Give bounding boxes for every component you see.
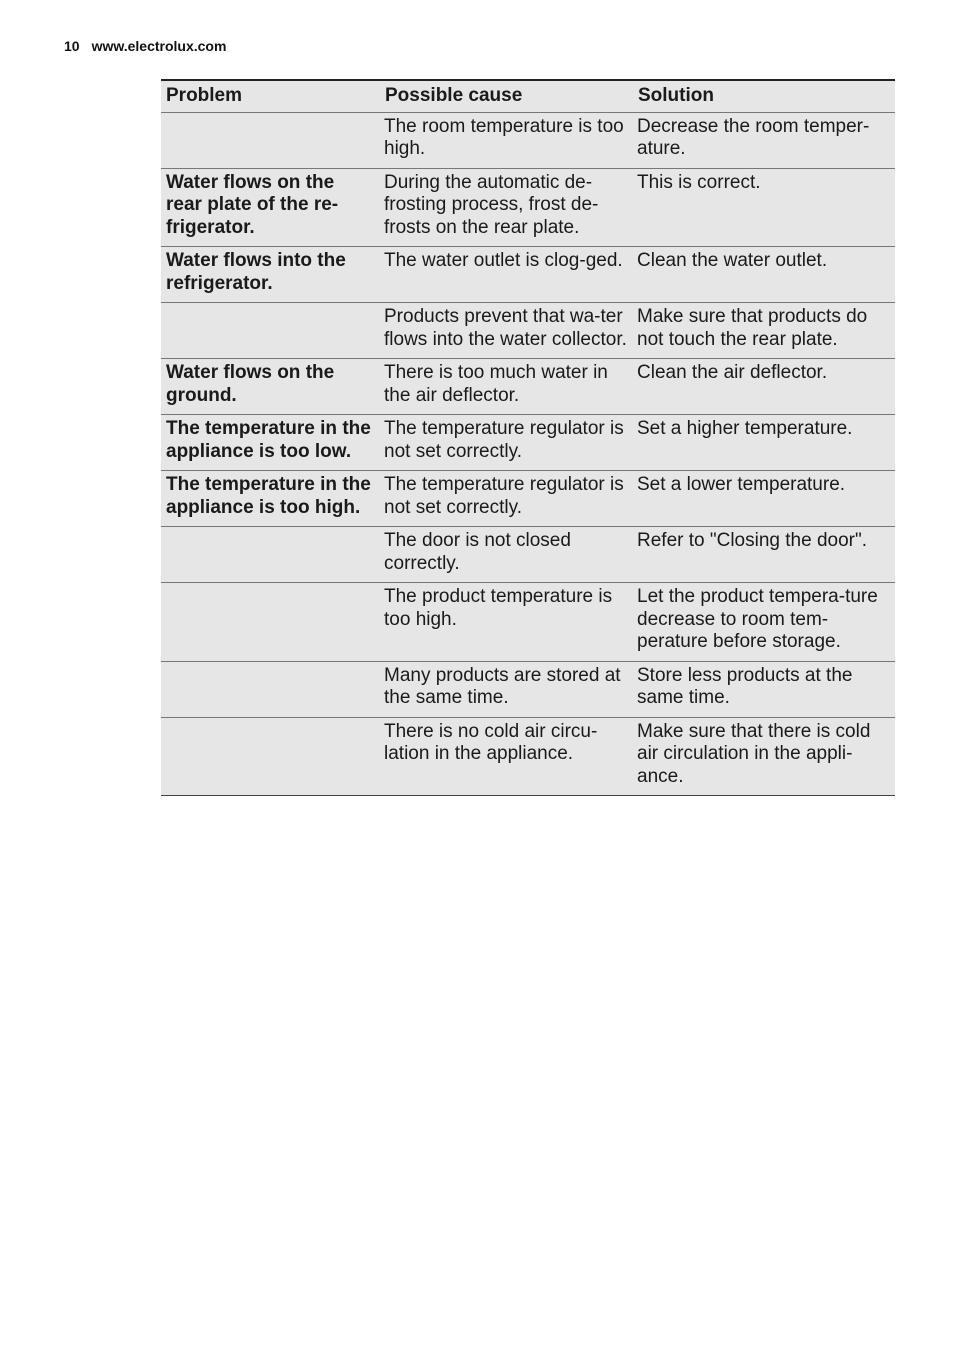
problem-cell: Water flows on the rear plate of the re-frigerator.	[161, 168, 380, 247]
column-header-solution: Solution	[633, 80, 895, 112]
table-row	[161, 583, 895, 662]
table-body	[161, 112, 895, 796]
column-header-cause: Possible cause	[380, 80, 633, 112]
cause-cell: The room temperature is too high.	[380, 112, 633, 168]
solution-cell: This is correct.	[633, 168, 895, 247]
table-row	[161, 168, 895, 247]
problem-cell: The temperature in the appliance is too low.	[161, 415, 380, 471]
problem-cell	[161, 527, 380, 583]
cause-cell: The water outlet is clog-ged.	[380, 247, 633, 303]
cause-cell: The door is not closed correctly.	[380, 527, 633, 583]
problem-cell	[161, 303, 380, 359]
table-row	[161, 415, 895, 471]
problem-cell: The temperature in the appliance is too high.	[161, 471, 380, 527]
page-header	[64, 38, 226, 54]
solution-cell: Set a lower temperature.	[633, 471, 895, 527]
table-header	[161, 80, 895, 112]
cause-cell: Many products are stored at the same time.	[380, 661, 633, 717]
problem-cell	[161, 583, 380, 662]
cause-cell: There is too much water in the air deflector.	[380, 359, 633, 415]
table-row	[161, 661, 895, 717]
table-row	[161, 471, 895, 527]
cause-cell: During the automatic de-frosting process, frost de-frosts on the rear plate.	[380, 168, 633, 247]
solution-cell: Clean the water outlet.	[633, 247, 895, 303]
problem-cell: Water flows into the refrigerator.	[161, 247, 380, 303]
solution-cell: Make sure that products do not touch the rear plate.	[633, 303, 895, 359]
column-header-problem: Problem	[161, 80, 380, 112]
cause-cell: The product temperature is too high.	[380, 583, 633, 662]
cause-cell: The temperature regulator is not set correctly.	[380, 471, 633, 527]
cause-cell: There is no cold air circu-lation in the appliance.	[380, 717, 633, 796]
page-number: 10	[64, 38, 80, 54]
cause-cell: The temperature regulator is not set correctly.	[380, 415, 633, 471]
header-row	[161, 80, 895, 112]
solution-cell: Store less products at the same time.	[633, 661, 895, 717]
solution-cell: Refer to "Closing the door".	[633, 527, 895, 583]
cause-cell: Products prevent that wa-ter flows into the water collector.	[380, 303, 633, 359]
table-row	[161, 112, 895, 168]
solution-cell: Clean the air deflector.	[633, 359, 895, 415]
table-row	[161, 527, 895, 583]
problem-cell: Water flows on the ground.	[161, 359, 380, 415]
problem-cell	[161, 661, 380, 717]
solution-cell: Let the product tempera-ture decrease to room tem-perature before storage.	[633, 583, 895, 662]
problem-cell	[161, 717, 380, 796]
table-row	[161, 247, 895, 303]
solution-cell: Decrease the room temper-ature.	[633, 112, 895, 168]
table-row	[161, 359, 895, 415]
problem-cell	[161, 112, 380, 168]
troubleshooting-table	[161, 79, 895, 796]
website-url: www.electrolux.com	[91, 38, 227, 54]
table-row	[161, 303, 895, 359]
solution-cell: Set a higher temperature.	[633, 415, 895, 471]
solution-cell: Make sure that there is cold air circulation in the appli-ance.	[633, 717, 895, 796]
table-row	[161, 717, 895, 796]
